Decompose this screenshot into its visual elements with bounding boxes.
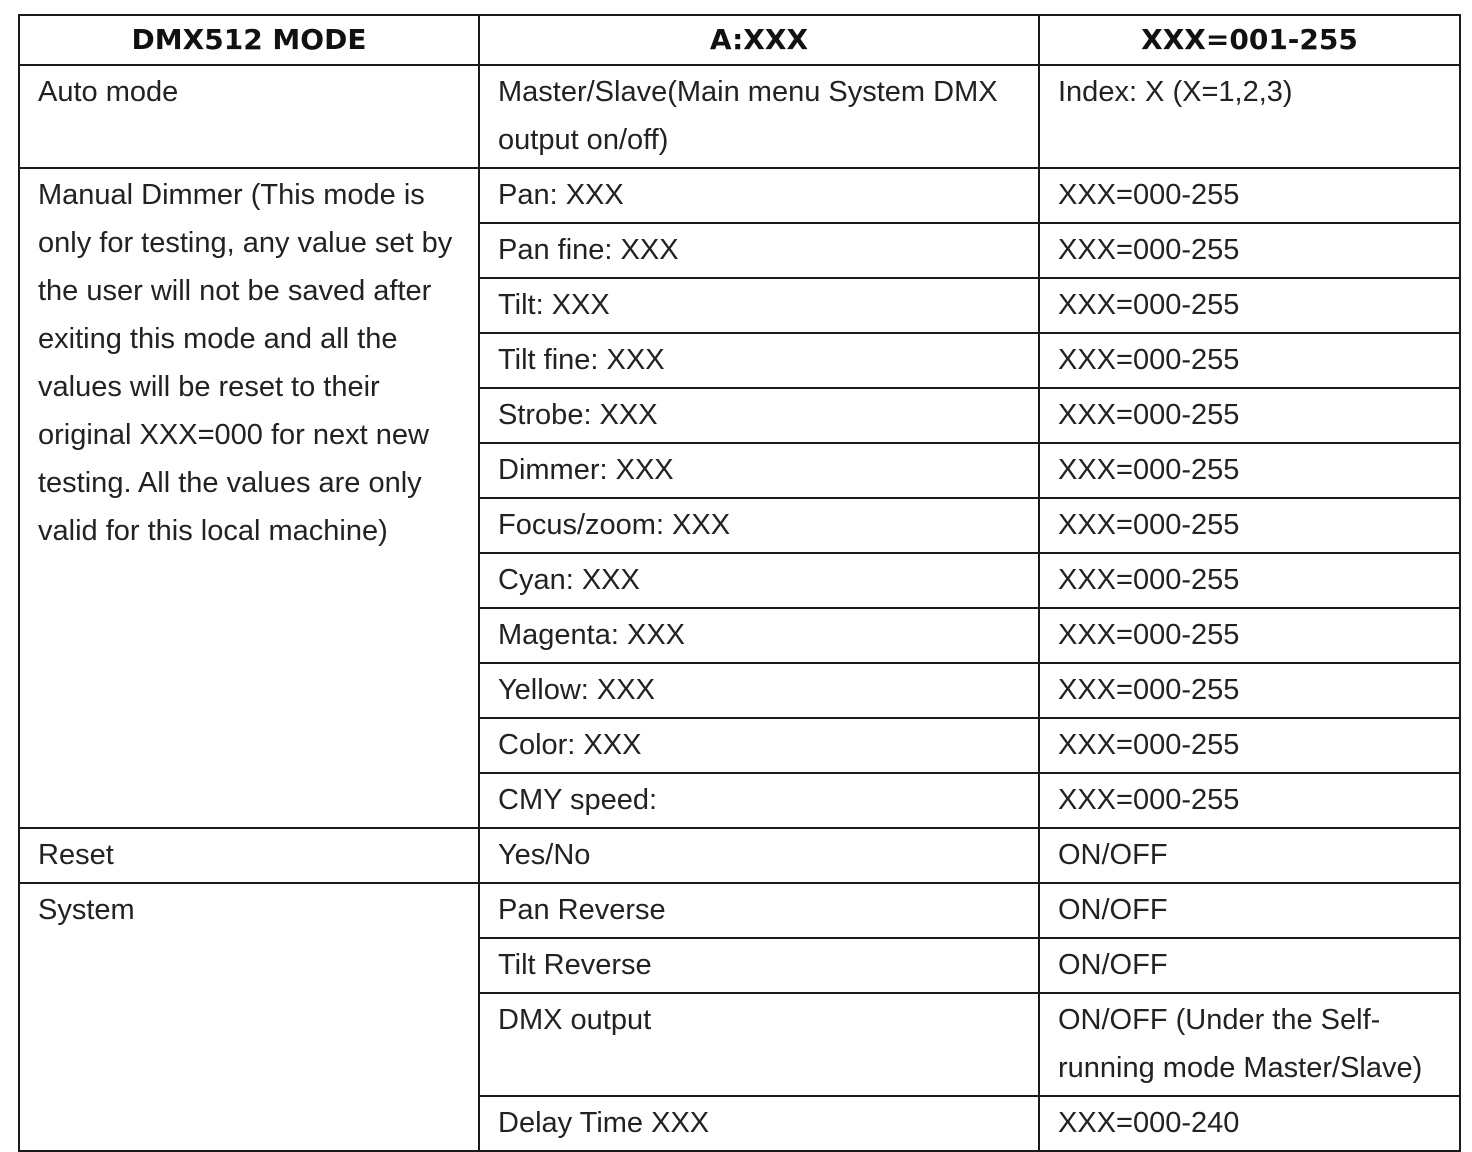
value-cell: XXX=000-255 [1039,388,1460,443]
value-cell: XXX=000-255 [1039,333,1460,388]
setting-cell: Focus/zoom: XXX [479,498,1039,553]
value-cell: XXX=000-255 [1039,608,1460,663]
mode-reset: Reset [19,828,479,883]
setting-cell: Delay Time XXX [479,1096,1039,1151]
dmx-mode-table [18,14,1461,1152]
setting-cell: DMX output [479,993,1039,1096]
header-value-range: XXX=001-255 [1039,15,1460,65]
value-cell: XXX=000-255 [1039,773,1460,828]
value-cell: XXX=000-255 [1039,223,1460,278]
header-dmx512-mode: DMX512 MODE [19,15,479,65]
value-index: Index: X (X=1,2,3) [1039,65,1460,168]
setting-cell: CMY speed: [479,773,1039,828]
setting-cell: Yellow: XXX [479,663,1039,718]
mode-manual-dimmer: Manual Dimmer (This mode is only for testing, any value set by the user will not be saved after exiting this mode and all the values will be reset to their original XXX=000 for next new testing. All the values are only valid for this local machine) [19,168,479,828]
value-cell: XXX=000-255 [1039,443,1460,498]
setting-cell: Pan: XXX [479,168,1039,223]
value-cell: XXX=000-255 [1039,718,1460,773]
mode-system: System [19,883,479,1151]
setting-cell: Cyan: XXX [479,553,1039,608]
table-row [19,883,1460,938]
setting-cell: Tilt Reverse [479,938,1039,993]
value-cell: XXX=000-255 [1039,498,1460,553]
value-cell: XXX=000-255 [1039,663,1460,718]
value-cell: ON/OFF [1039,883,1460,938]
setting-yes-no: Yes/No [479,828,1039,883]
value-on-off: ON/OFF [1039,828,1460,883]
setting-master-slave: Master/Slave(Main menu System DMX output on/off) [479,65,1039,168]
value-cell: XXX=000-240 [1039,1096,1460,1151]
setting-cell: Color: XXX [479,718,1039,773]
header-address: A:XXX [479,15,1039,65]
value-cell: XXX=000-255 [1039,168,1460,223]
table-header-row [19,15,1460,65]
setting-cell: Magenta: XXX [479,608,1039,663]
setting-cell: Pan fine: XXX [479,223,1039,278]
table-row [19,168,1460,223]
table-row-reset [19,828,1460,883]
setting-cell: Tilt fine: XXX [479,333,1039,388]
value-cell: ON/OFF [1039,938,1460,993]
value-cell: ON/OFF (Under the Self-running mode Master/Slave) [1039,993,1460,1096]
mode-auto: Auto mode [19,65,479,168]
setting-cell: Pan Reverse [479,883,1039,938]
value-cell: XXX=000-255 [1039,278,1460,333]
table-row-auto-mode [19,65,1460,168]
setting-cell: Strobe: XXX [479,388,1039,443]
setting-cell: Tilt: XXX [479,278,1039,333]
table-body [19,65,1460,1151]
setting-cell: Dimmer: XXX [479,443,1039,498]
value-cell: XXX=000-255 [1039,553,1460,608]
